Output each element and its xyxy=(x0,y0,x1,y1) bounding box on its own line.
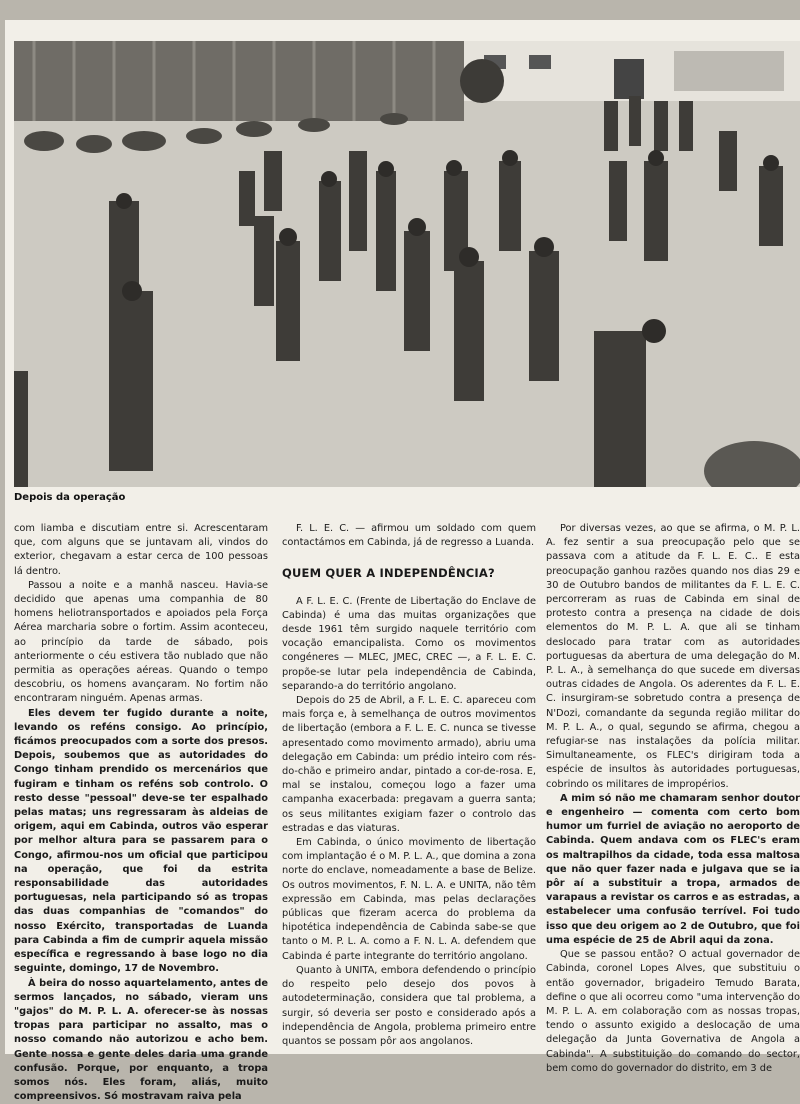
paragraph: Depois do 25 de Abril, a F. L. E. C. apareceu com mais força e, à semelhança de outros movimentos de libertação (embora a F. L. E. C. nunca se tivesse apresentado como movimento armado), abriu uma delegação em Cabinda: um prédio inteiro com rés-do-chão e primeiro andar, pintado a cor-de-rosa. E, mal se instalou, começou logo a fazer uma campanha exacerbada: pregavam a guerra santa; os seus militantes exigiam fazer o controlo das estradas e das viaturas. xyxy=(282,694,536,836)
paragraph: A F. L. E. C. (Frente de Libertação do Enclave de Cabinda) é uma das muitas organizações que desde 1961 têm surgido naquele território com vocação emancipalista. Como os movimentos congéneres — MLEC, JMEC, CREC —, a F. L. E. C. propõe-se lutar pela independência de Cabinda, separando-a do território angolano. xyxy=(282,595,536,694)
paragraph: Eles devem ter fugido durante a noite, levando os reféns consigo. Ao princípio, ficámos preocupados com a sorte dos presos. Depois, soubemos que as autoridades do Congo tinham prendido os mercenários que fugiram e tinham os reféns sob controlo. O resto desse "pessoal" deve-se ter espalhado pelas matas; uns regressaram às aldeias de origem, aqui em Cabinda, outros vão esperar por melhor altura para se passarem para o Congo, afirmou-nos um oficial que participou na operação, que foi da estrita responsabilidade das autoridades portuguesas, nela participando só as tropas das duas companhias de "comandos" do nosso Exército, transportadas de Luanda para Cabinda a fim de cumprir aquela missão específica e regressando à base logo no dia seguinte, domingo, 17 de Novembro. xyxy=(14,707,268,977)
article-column-1 xyxy=(14,522,268,1104)
article-column-2 xyxy=(282,522,536,1049)
paragraph: À beira do nosso aquartelamento, antes de sermos lançados, no sábado, vieram uns "gajos" do M. P. L. A. oferecer-se às nossas tropas para participar no assalto, mas o nosso comando não autorizou e acho bem. Gente nossa e gente deles daria uma grande confusão. Porque, por enquanto, a tropa somos nós. Eles foram, aliás, muito compreensivos. Só mostravam raiva pela xyxy=(14,977,268,1104)
paragraph: Quanto à UNITA, embora defendendo o princípio do respeito pelo desejo dos povos à autodeterminação, considera que tal problema, a surgir, só deveria ser posto e considerado após a independência de Angola, problema primeiro entre quantos se possam pôr aos angolanos. xyxy=(282,964,536,1049)
section-heading: QUEM QUER A INDEPENDÊNCIA? xyxy=(282,566,536,580)
photo-soldiers-after-operation xyxy=(14,41,800,487)
paragraph: A mim só não me chamaram senhor doutor e engenheiro — comenta com certo bom humor um furriel de aviação no aeroporto de Cabinda. Quem andava com os FLEC's eram os maltrapilhos da cidade, toda essa maltosa que não quer fazer nada e julgava que se ia pôr aí a substituir a tropa, armados de varapaus a revistar os carros e as estradas, a estabelecer uma confusão terrível. Foi tudo isso que deu origem ao 2 de Outubro, que foi uma espécie de 25 de Abril aqui da zona. xyxy=(546,792,800,948)
paragraph: Por diversas vezes, ao que se afirma, o M. P. L. A. fez sentir a sua preocupação pelo que se passava com a atitude da F. L. E. C.. E esta preocupação ganhou razões quando nos dias 29 e 30 de Outubro bandos de militantes da F. L. E. C. percorreram as ruas de Cabinda em sinal de protesto contra a presença na cidade de dois elementos do M. P. L. A. que ali se tinham deslocado para tratar com as autoridades portuguesas da abertura de uma delegação do M. P. L. A., à semelhança do que sucede em diversas outras cidades de Angola. Os aderentes da F. L. E. C. insurgiram-se sobretudo contra a presença de N'Dozi, comandante da segunda região militar do M. P. L. A., o qual, segundo se afirma, chegou a refugiar-se nas instalações da polícia militar. Simultaneamente, os FLEC's dirigiram toda a espécie de insultos às autoridades portuguesas, cobrindo os militares de impropérios. xyxy=(546,522,800,792)
photo-caption: Depois da operação xyxy=(14,492,125,503)
article-column-3 xyxy=(546,522,800,1076)
paragraph: Que se passou então? O actual governador de Cabinda, coronel Lopes Alves, que substituiu o então governador, brigadeiro Temudo Barata, define o que ali ocorreu como "uma intervenção do M. P. L. A. em colaboração com as nossas tropas, tendo o assunto exigido a deslocação de uma delegação da Junta Governativa de Angola a Cabinda". A substituição do comando do sector, bem como do governador do distrito, em 3 de xyxy=(546,948,800,1076)
paragraph: com liamba e discutiam entre si. Acrescentaram que, com alguns que se juntavam ali, vindos do exterior, chegavam a estar cerca de 100 pessoas lá dentro. xyxy=(14,522,268,579)
photo-illustration xyxy=(14,41,800,487)
paragraph: Passou a noite e a manhã nasceu. Havia-se decidido que apenas uma companhia de 80 homens heliotransportados e apoiados pela Força Aérea marcharia sobre o fortim. Assim aconteceu, ao princípio da tarde de sábado, pois anteriormente o céu estivera tão nublado que não permitia as operações aéreas. Quando o tempo descobriu, os homens avançaram. No fortim não encontraram ninguém. Apenas armas. xyxy=(14,579,268,707)
paragraph: F. L. E. C. — afirmou um soldado com quem contactámos em Cabinda, já de regresso a Luanda. xyxy=(282,522,536,550)
paragraph: Em Cabinda, o único movimento de libertação com implantação é o M. P. L. A., que domina a zona norte do enclave, nomeadamente a base de Belize. Os outros movimentos, F. N. L. A. e UNITA, não têm expressão em Cabinda, mas pelas declarações públicas que fizeram acerca do problema da hipotética independência de Cabinda sabe-se que tanto o M. P. L. A. como a F. N. L. A. defendem que Cabinda é parte integrante do território angolano. xyxy=(282,836,536,964)
